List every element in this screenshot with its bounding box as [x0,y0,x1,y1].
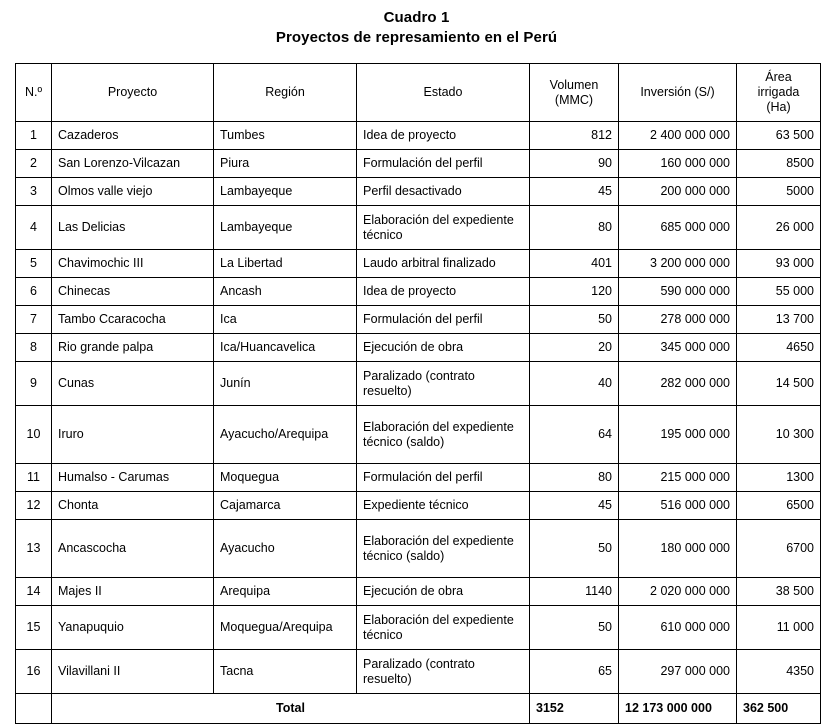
header-area-line-1: Área [765,70,792,84]
cell-numero: 10 [16,406,52,464]
table-row [16,578,821,606]
table-row [16,206,821,250]
table-row [16,606,821,650]
cell-numero: 7 [16,306,52,334]
header-inversion: Inversión (S/) [619,64,737,122]
cell-area: 11 000 [737,606,821,650]
table-row [16,122,821,150]
cell-region: Arequipa [214,578,357,606]
cell-inversion: 200 000 000 [619,178,737,206]
cell-estado: Formulación del perfil [357,464,530,492]
cell-proyecto: Chavimochic III [52,250,214,278]
cell-area: 10 300 [737,406,821,464]
cell-volumen: 20 [530,334,619,362]
table-row [16,150,821,178]
cell-region: Lambayeque [214,206,357,250]
cell-estado: Formulación del perfil [357,150,530,178]
header-area-line-3: (Ha) [766,100,791,114]
cell-volumen: 45 [530,178,619,206]
table-row [16,520,821,578]
cell-proyecto: Humalso - Carumas [52,464,214,492]
cell-region: Ica [214,306,357,334]
cell-estado: Elaboración del expediente técnico [357,606,530,650]
cell-proyecto: Las Delicias [52,206,214,250]
cell-inversion: 160 000 000 [619,150,737,178]
cell-volumen: 50 [530,520,619,578]
projects-table-container [15,63,820,724]
table-row [16,278,821,306]
cell-area: 13 700 [737,306,821,334]
cell-area: 63 500 [737,122,821,150]
cell-region: Tacna [214,650,357,694]
cell-region: Lambayeque [214,178,357,206]
cell-volumen: 40 [530,362,619,406]
cell-estado: Idea de proyecto [357,122,530,150]
cell-region: Tumbes [214,122,357,150]
cell-numero: 16 [16,650,52,694]
cell-area: 6700 [737,520,821,578]
table-row [16,464,821,492]
cell-inversion: 278 000 000 [619,306,737,334]
total-empty-cell [16,694,52,724]
cell-proyecto: Tambo Ccaracocha [52,306,214,334]
table-caption [0,0,833,48]
cell-numero: 3 [16,178,52,206]
cell-area: 5000 [737,178,821,206]
cell-estado: Idea de proyecto [357,278,530,306]
cell-inversion: 180 000 000 [619,520,737,578]
cell-inversion: 282 000 000 [619,362,737,406]
cell-proyecto: Chinecas [52,278,214,306]
cell-region: Moquegua/Arequipa [214,606,357,650]
cell-proyecto: San Lorenzo-Vilcazan [52,150,214,178]
cell-volumen: 812 [530,122,619,150]
cell-proyecto: Ancascocha [52,520,214,578]
table-body [16,122,821,694]
cell-numero: 4 [16,206,52,250]
cell-area: 8500 [737,150,821,178]
cell-numero: 5 [16,250,52,278]
cell-region: La Libertad [214,250,357,278]
header-region: Región [214,64,357,122]
cell-inversion: 297 000 000 [619,650,737,694]
cell-area: 4350 [737,650,821,694]
cell-volumen: 90 [530,150,619,178]
cell-inversion: 195 000 000 [619,406,737,464]
cell-area: 14 500 [737,362,821,406]
cell-numero: 14 [16,578,52,606]
cell-region: Ica/Huancavelica [214,334,357,362]
cell-area: 26 000 [737,206,821,250]
cell-estado: Expediente técnico [357,492,530,520]
cell-numero: 11 [16,464,52,492]
projects-table [15,63,821,724]
cell-volumen: 45 [530,492,619,520]
cell-volumen: 50 [530,306,619,334]
cell-proyecto: Chonta [52,492,214,520]
cell-numero: 1 [16,122,52,150]
cell-region: Junín [214,362,357,406]
cell-estado: Elaboración del expediente técnico (saldo) [357,406,530,464]
cell-inversion: 516 000 000 [619,492,737,520]
cell-volumen: 1140 [530,578,619,606]
cell-estado: Elaboración del expediente técnico (saldo) [357,520,530,578]
cell-inversion: 610 000 000 [619,606,737,650]
caption-line-1: Cuadro 1 [383,9,450,26]
cell-estado: Ejecución de obra [357,334,530,362]
total-area: 362 500 [737,694,821,724]
cell-inversion: 590 000 000 [619,278,737,306]
cell-estado: Paralizado (contrato resuelto) [357,650,530,694]
cell-estado: Laudo arbitral finalizado [357,250,530,278]
cell-estado: Elaboración del expediente técnico [357,206,530,250]
cell-volumen: 64 [530,406,619,464]
header-proyecto: Proyecto [52,64,214,122]
table-row [16,306,821,334]
cell-volumen: 65 [530,650,619,694]
cell-area: 6500 [737,492,821,520]
total-inversion: 12 173 000 000 [619,694,737,724]
cell-area: 93 000 [737,250,821,278]
cell-proyecto: Majes II [52,578,214,606]
table-footer [16,694,821,724]
cell-region: Moquegua [214,464,357,492]
cell-volumen: 401 [530,250,619,278]
table-row [16,334,821,362]
cell-area: 4650 [737,334,821,362]
cell-proyecto: Vilavillani II [52,650,214,694]
cell-inversion: 685 000 000 [619,206,737,250]
cell-estado: Ejecución de obra [357,578,530,606]
cell-region: Cajamarca [214,492,357,520]
cell-region: Ayacucho [214,520,357,578]
total-label-cell: Total [52,694,530,724]
cell-area: 55 000 [737,278,821,306]
cell-volumen: 80 [530,464,619,492]
cell-estado: Paralizado (contrato resuelto) [357,362,530,406]
cell-proyecto: Yanapuquio [52,606,214,650]
cell-estado: Formulación del perfil [357,306,530,334]
cell-inversion: 215 000 000 [619,464,737,492]
cell-proyecto: Cunas [52,362,214,406]
cell-volumen: 80 [530,206,619,250]
table-row [16,406,821,464]
cell-volumen: 50 [530,606,619,650]
cell-region: Piura [214,150,357,178]
header-area-irrigada [737,64,821,122]
cell-numero: 12 [16,492,52,520]
cell-inversion: 2 400 000 000 [619,122,737,150]
cell-volumen: 120 [530,278,619,306]
table-row [16,492,821,520]
cell-region: Ancash [214,278,357,306]
cell-proyecto: Iruro [52,406,214,464]
cell-numero: 9 [16,362,52,406]
cell-inversion: 345 000 000 [619,334,737,362]
caption-line-2: Proyectos de represamiento en el Perú [275,29,558,46]
cell-proyecto: Olmos valle viejo [52,178,214,206]
cell-area: 1300 [737,464,821,492]
header-volumen-line-1: Volumen [549,77,599,92]
cell-numero: 13 [16,520,52,578]
header-area-line-2: irrigada [757,85,800,99]
cell-proyecto: Rio grande palpa [52,334,214,362]
table-row [16,250,821,278]
header-estado: Estado [357,64,530,122]
cell-region: Ayacucho/Arequipa [214,406,357,464]
table-row [16,178,821,206]
cell-estado: Perfil desactivado [357,178,530,206]
header-row [16,64,821,122]
table-row [16,362,821,406]
cell-numero: 2 [16,150,52,178]
cell-proyecto: Cazaderos [52,122,214,150]
cell-area: 38 500 [737,578,821,606]
cell-numero: 15 [16,606,52,650]
cell-inversion: 2 020 000 000 [619,578,737,606]
table-row [16,650,821,694]
cell-inversion: 3 200 000 000 [619,250,737,278]
header-numero: N.º [16,64,52,122]
table-header [16,64,821,122]
cell-numero: 6 [16,278,52,306]
header-volumen-line-2: (MMC) [554,92,594,107]
total-volumen: 3152 [530,694,619,724]
header-volumen [530,64,619,122]
cell-numero: 8 [16,334,52,362]
total-row [16,694,821,724]
